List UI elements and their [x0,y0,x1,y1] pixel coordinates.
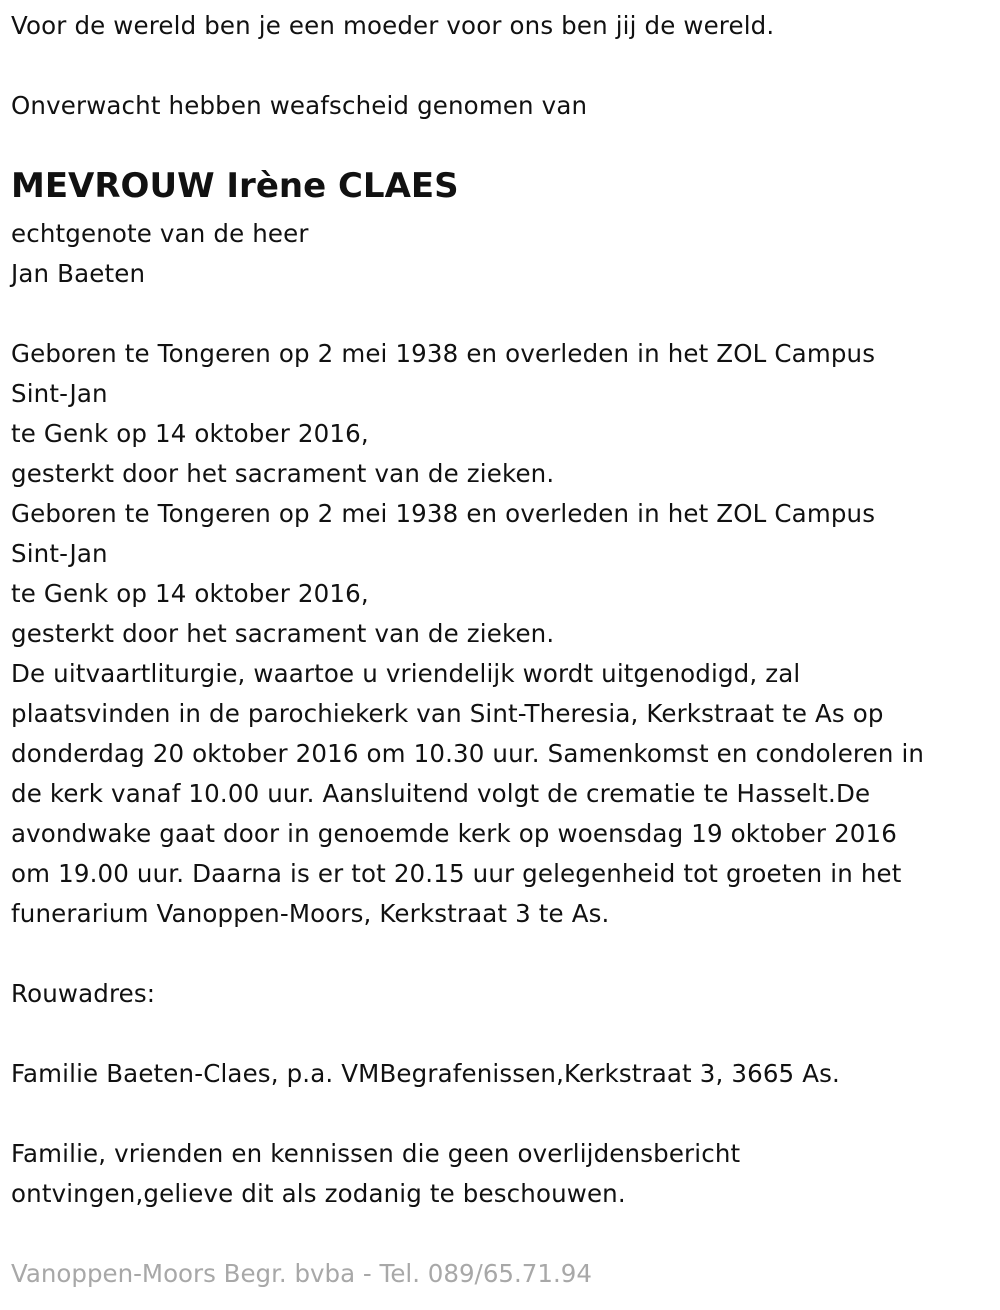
intro-quote: Voor de wereld ben je een moeder voor ons ben jij de wereld. [11,11,775,40]
funeral-line: donderdag 20 oktober 2016 om 10.30 uur. Samenkomst en condoleren in [11,739,925,768]
funeral-line: funerarium Vanoppen-Moors, Kerkstraat 3 te As. [11,899,610,928]
birth-death-line: Sint-Jan [11,539,108,568]
deceased-name: MEVROUW Irène CLAES [11,166,459,206]
birth-death-line: Sint-Jan [11,379,108,408]
undertaker-footer: Vanoppen-Moors Begr. bvba - Tel. 089/65.71.94 [11,1259,592,1288]
notice-line: Familie, vrienden en kennissen die geen overlijdensbericht [11,1139,741,1168]
funeral-line: om 19.00 uur. Daarna is er tot 20.15 uur gelegenheid tot groeten in het [11,859,902,888]
birth-death-line: Geboren te Tongeren op 2 mei 1938 en overleden in het ZOL Campus [11,499,876,528]
birth-death-line: Geboren te Tongeren op 2 mei 1938 en overleden in het ZOL Campus [11,339,876,368]
funeral-line: De uitvaartliturgie, waartoe u vriendelijk wordt uitgenodigd, zal [11,659,801,688]
funeral-line: de kerk vanaf 10.00 uur. Aansluitend volgt de crematie te Hasselt.De [11,779,871,808]
intro-announcement: Onverwacht hebben weafscheid genomen van [11,91,588,120]
deceased-relation: echtgenote van de heer [11,219,309,248]
funeral-line: plaatsvinden in de parochiekerk van Sint-Theresia, Kerkstraat te As op [11,699,884,728]
birth-death-line: gesterkt door het sacrament van de zieken. [11,619,555,648]
birth-death-line: te Genk op 14 oktober 2016, [11,579,369,608]
address-value: Familie Baeten-Claes, p.a. VMBegrafenissen,Kerkstraat 3, 3665 As. [11,1059,840,1088]
birth-death-line: te Genk op 14 oktober 2016, [11,419,369,448]
deceased-spouse: Jan Baeten [11,259,146,288]
funeral-line: avondwake gaat door in genoemde kerk op woensdag 19 oktober 2016 [11,819,898,848]
address-label: Rouwadres: [11,979,156,1008]
birth-death-line: gesterkt door het sacrament van de zieken. [11,459,555,488]
notice-line: ontvingen,gelieve dit als zodanig te beschouwen. [11,1179,626,1208]
